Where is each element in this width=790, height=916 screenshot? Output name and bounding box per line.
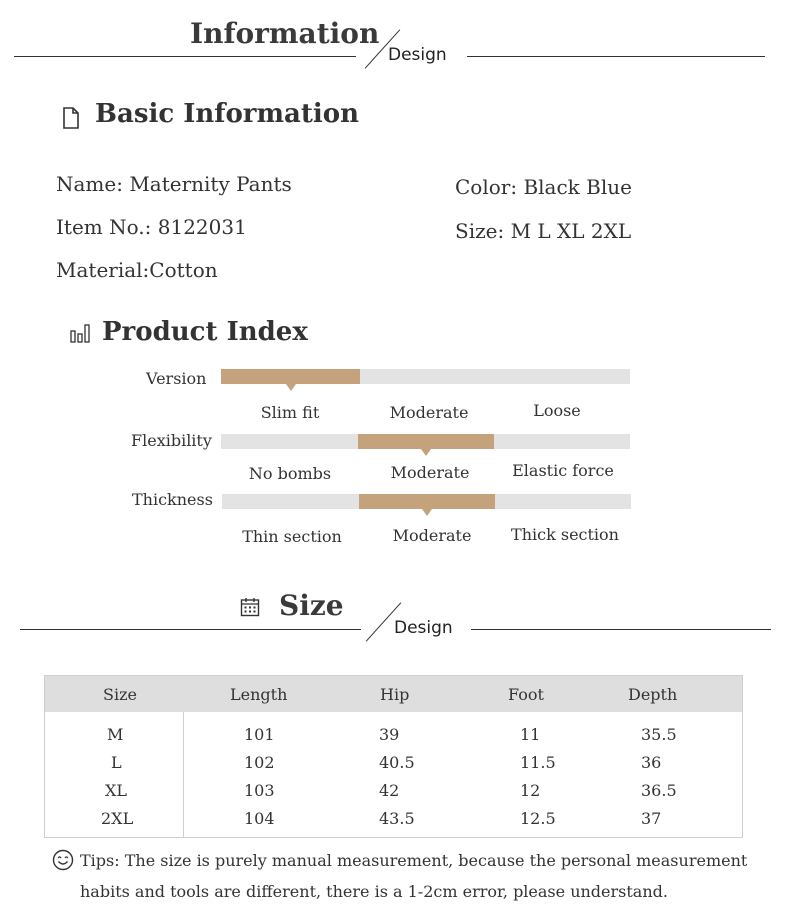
material-field: Material:Cotton [56, 258, 218, 282]
table-cell-depth: 35.5 [641, 725, 677, 744]
information-title: Information [190, 17, 380, 50]
table-cell-hip: 39 [379, 725, 400, 744]
index-selected-thickness [359, 494, 495, 509]
index-track-flexibility [221, 434, 630, 449]
color-field: Color: Black Blue [455, 175, 632, 199]
column-header-hip: Hip [380, 685, 410, 704]
header-line-left [14, 56, 356, 57]
table-cell-size: XL [105, 781, 128, 800]
item-number-field: Item No.: 8122031 [56, 215, 247, 239]
name-field: Name: Maternity Pants [56, 172, 292, 196]
selected-pointer [422, 509, 432, 516]
index-track-version [221, 369, 630, 384]
flexibility-option-moderate: Moderate [390, 463, 470, 482]
table-cell-length: 103 [244, 781, 275, 800]
table-cell-depth: 36.5 [641, 781, 677, 800]
table-cell-hip: 43.5 [379, 809, 415, 828]
size-design-label: Design [394, 618, 453, 638]
tips-line-1: Tips: The size is purely manual measurement, because the personal measurement [80, 851, 748, 870]
index-label-version: Version [146, 369, 207, 388]
index-track-thickness [222, 494, 631, 509]
smiley-icon [52, 849, 74, 875]
thickness-option-moderate: Moderate [392, 526, 472, 545]
flexibility-option-elastic-force: Elastic force [512, 461, 614, 480]
size-title: Size [279, 589, 344, 622]
version-option-moderate: Moderate [389, 403, 469, 422]
bar-chart-icon [70, 323, 92, 347]
size-header-line-right [471, 629, 771, 630]
tips-line-2: habits and tools are different, there is a 1-2cm error, please understand. [80, 882, 668, 901]
size-field: Size: M L XL 2XL [455, 219, 632, 243]
column-header-depth: Depth [628, 685, 678, 704]
index-selected-version [221, 369, 360, 384]
selected-pointer [286, 384, 296, 391]
header-line-right [467, 56, 765, 57]
thickness-option-thick-section: Thick section [511, 525, 619, 544]
index-selected-flexibility [358, 434, 494, 449]
information-design-label: Design [388, 45, 447, 65]
index-label-flexibility: Flexibility [131, 431, 212, 450]
document-icon [62, 107, 80, 133]
table-cell-depth: 37 [641, 809, 662, 828]
table-cell-foot: 11 [520, 725, 541, 744]
table-cell-length: 101 [244, 725, 275, 744]
size-table-divider [183, 712, 184, 837]
table-cell-length: 102 [244, 753, 275, 772]
column-header-length: Length [230, 685, 288, 704]
table-cell-foot: 11.5 [520, 753, 556, 772]
table-cell-length: 104 [244, 809, 275, 828]
calendar-icon [240, 597, 260, 621]
table-cell-foot: 12 [520, 781, 541, 800]
thickness-option-thin-section: Thin section [242, 527, 342, 546]
flexibility-option-no-bombs: No bombs [248, 464, 332, 483]
table-cell-hip: 40.5 [379, 753, 415, 772]
size-header-line-left [20, 629, 361, 630]
basic-information-title: Basic Information [95, 99, 359, 129]
index-label-thickness: Thickness [132, 490, 213, 509]
table-cell-size: M [107, 725, 124, 744]
selected-pointer [421, 449, 431, 456]
table-cell-size: 2XL [101, 809, 134, 828]
version-option-loose: Loose [533, 401, 581, 420]
version-option-slim-fit: Slim fit [260, 403, 320, 422]
product-index-title: Product Index [102, 317, 308, 347]
table-cell-depth: 36 [641, 753, 662, 772]
column-header-size: Size [103, 685, 137, 704]
table-cell-hip: 42 [379, 781, 400, 800]
table-cell-foot: 12.5 [520, 809, 556, 828]
size-table [44, 675, 743, 838]
table-cell-size: L [111, 753, 122, 772]
column-header-foot: Foot [508, 685, 544, 704]
